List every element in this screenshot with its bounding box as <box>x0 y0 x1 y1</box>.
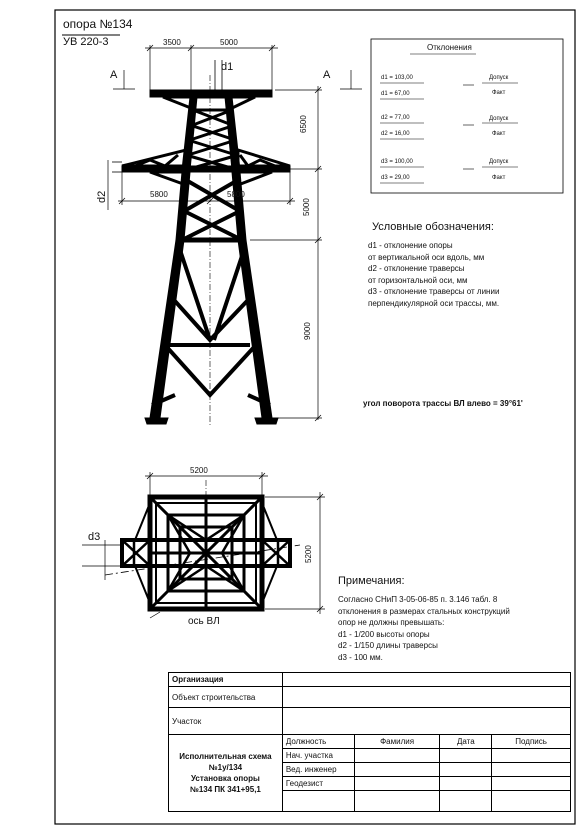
note-line: d2 - 1/150 длины траверсы <box>338 641 438 650</box>
dimension-lines <box>108 45 362 421</box>
dev-d1-act-label: Факт <box>492 90 506 96</box>
dim-top-right: 5000 <box>220 38 238 47</box>
stamp-object: Объект строительства <box>169 687 283 708</box>
pos-surveyor: Геодезист <box>282 777 354 791</box>
dim-height-3: 9000 <box>303 322 312 340</box>
angle-note: угол поворота трассы ВЛ влево = 39°61' <box>363 399 523 408</box>
d3-label: d3 <box>88 531 101 543</box>
dev-d1-allowed: d1 = 103,00 <box>381 75 413 81</box>
d1-label: d1 <box>221 61 234 73</box>
legend-line: d1 - отклонение опоры <box>368 241 453 250</box>
doc-line: Установка опоры <box>190 774 260 783</box>
col-date: Дата <box>440 735 492 749</box>
dev-d2-allowed: d2 = 77,00 <box>381 115 410 121</box>
dim-base-width: 5200 <box>190 466 208 475</box>
note-line: d3 - 100 мм. <box>338 652 383 662</box>
dev-d3-act-label: Факт <box>492 175 506 181</box>
note-line: опор не должны превышать: <box>338 618 445 627</box>
legend-line: d2 - отклонение траверсы <box>368 264 465 273</box>
stamp-org: Организация <box>169 673 283 687</box>
doc-line: №134 ПК 341+95,1 <box>189 785 261 794</box>
pos-head: Нач. участка <box>282 749 354 763</box>
tower-plan <box>105 480 300 612</box>
doc-line: Исполнительная схема <box>179 752 272 761</box>
stamp-section: Участок <box>169 708 283 735</box>
notes-list <box>338 594 510 663</box>
dev-d1-tol-label: Допуск <box>489 75 509 81</box>
tower-elevation <box>122 75 290 425</box>
dim-arm-right: 5800 <box>227 190 245 199</box>
col-surname: Фамилия <box>354 735 440 749</box>
dev-d3-actual: d3 = 29,00 <box>381 175 410 181</box>
legend-title: Условные обозначения: <box>372 221 494 233</box>
deviations-title: Отклонения <box>427 43 472 52</box>
support-type: УВ 220-3 <box>63 36 109 48</box>
legend-line: перпендикулярной оси трассы, мм. <box>368 298 500 308</box>
dev-d2-actual: d2 = 16,00 <box>381 131 410 137</box>
dim-arm-left: 5800 <box>150 190 168 199</box>
section-a-right: А <box>323 69 331 81</box>
note-line: отклонения в размерах стальных конструкций <box>338 606 510 616</box>
stamp-doc-title <box>169 735 283 812</box>
support-number: опора №134 <box>63 17 133 31</box>
legend-list <box>368 240 499 309</box>
dev-d1-actual: d1 = 67,00 <box>381 91 410 97</box>
dev-d2-act-label: Факт <box>492 131 506 137</box>
d2-label: d2 <box>96 190 108 203</box>
doc-line: №1у/134 <box>208 763 243 772</box>
dim-height-2: 5000 <box>302 198 311 216</box>
dev-d3-allowed: d3 = 100,00 <box>381 159 413 165</box>
col-position: Должность <box>282 735 354 749</box>
col-signature: Подпись <box>492 735 571 749</box>
legend-line: d3 - отклонение траверсы от линии <box>368 287 500 296</box>
dim-top-left: 3500 <box>163 38 181 47</box>
note-line: d1 - 1/200 высоты опоры <box>338 629 430 639</box>
dev-d3-tol-label: Допуск <box>489 159 509 165</box>
axis-label: ось ВЛ <box>188 616 220 627</box>
legend-line: от вертикальной оси вдоль, мм <box>368 252 485 262</box>
title-block <box>168 672 571 812</box>
pos-engineer: Вед. инженер <box>282 763 354 777</box>
dim-height-1: 6500 <box>299 115 308 133</box>
note-line: Согласно СНиП 3-05-06-85 п. 3.146 табл. 8 <box>338 595 498 604</box>
notes-title: Примечания: <box>338 575 405 587</box>
section-a-left: А <box>110 69 118 81</box>
dim-base-height: 5200 <box>304 545 313 563</box>
dev-d2-tol-label: Допуск <box>489 116 509 122</box>
legend-line: от горизонтальной оси, мм <box>368 275 468 285</box>
